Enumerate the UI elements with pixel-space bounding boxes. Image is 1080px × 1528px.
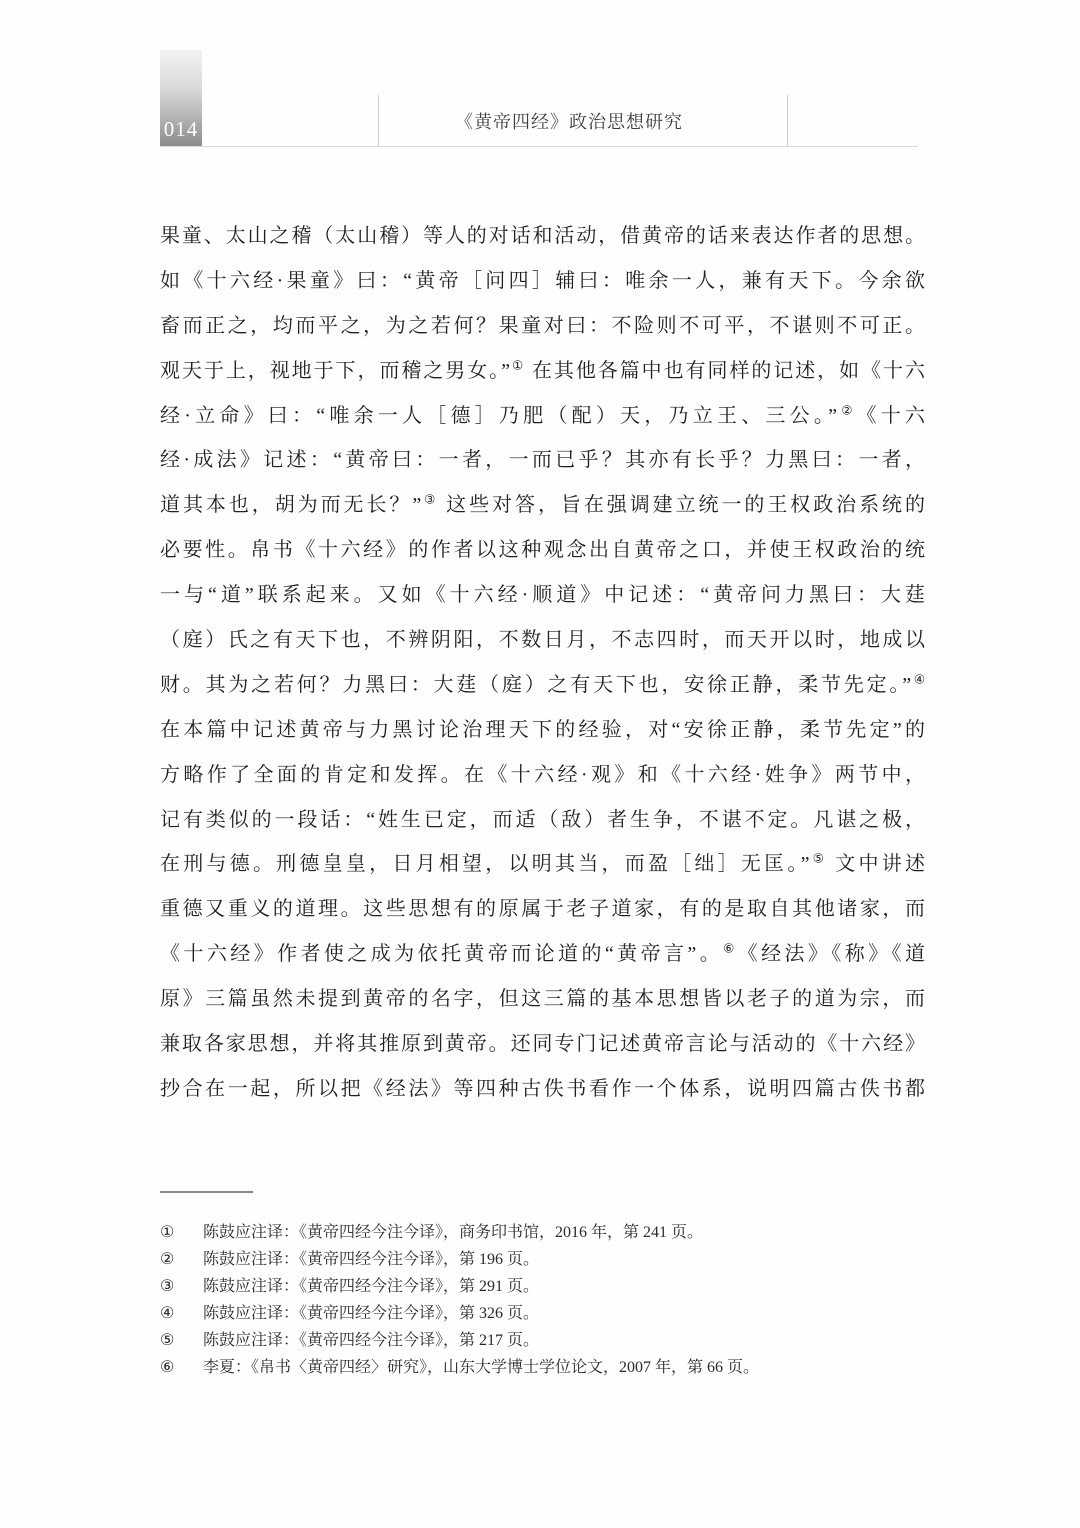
footnote-item	[160, 1354, 930, 1381]
footnote-marker: ⑥	[160, 1359, 175, 1376]
footnote-item	[160, 1246, 930, 1273]
body-line: 《十六经》作者使之成为依托黄帝而论道的“黄帝言”。⑥《经法》《称》《道	[160, 941, 925, 966]
footnote-text: 陈鼓应注译：《黄帝四经今注今译》，第 196 页。	[203, 1251, 540, 1268]
body-line: 兼取各家思想，并将其推原到黄帝。还同专门记述黄帝言论与活动的《十六经》	[160, 1033, 925, 1056]
footnote-separator	[160, 1191, 253, 1193]
body-line: 方略作了全面的肯定和发挥。在《十六经·观》和《十六经·姓争》两节中，	[160, 763, 925, 786]
footnote-marker: ②	[160, 1251, 175, 1268]
body-line: 道其本也，胡为而无长？”③ 这些对答，旨在强调建立统一的王权政治系统的	[160, 492, 925, 517]
body-text	[160, 214, 925, 1112]
body-line: 果童、太山之稽（太山稽）等人的对话和活动，借黄帝的话来表达作者的思想。	[160, 225, 925, 247]
body-line: 重德又重义的道理。这些思想有的原属于老子道家，有的是取自其他诸家，而	[160, 898, 925, 921]
body-line: 观天于上，视地于下，而稽之男女。”① 在其他各篇中也有同样的记述，如《十六	[160, 358, 925, 382]
running-title: 《黄帝四经》政治思想研究	[455, 111, 683, 132]
body-line: 必要性。帛书《十六经》的作者以这种观念出自黄帝之口，并使王权政治的统	[160, 539, 925, 562]
body-line: 如《十六经·果童》曰：“黄帝［问四］辅曰：唯余一人，兼有天下。今余欲	[160, 269, 925, 292]
footnote-marker: ①	[160, 1224, 175, 1241]
body-line: 经·立命》曰：“唯余一人［德］乃肥（配）天，乃立王、三公。”②《十六	[160, 402, 925, 427]
body-line: 一与“道”联系起来。又如《十六经·顺道》中记述：“黄帝问力黑曰：大莛	[160, 584, 925, 607]
footnote-text: 陈鼓应注译：《黄帝四经今注今译》，第 217 页。	[203, 1332, 540, 1349]
footnote-item	[160, 1219, 930, 1246]
body-line: （庭）氏之有天下也，不辨阴阳，不数日月，不志四时，而天开以时，地成以	[160, 629, 925, 652]
footnote-marker: ⑤	[160, 1332, 175, 1349]
header-rule	[160, 146, 918, 147]
footnote-list	[160, 1219, 930, 1381]
footnote-marker: ④	[160, 1305, 175, 1322]
body-line: 在刑与德。刑德皇皇，日月相望，以明其当，而盈［绌］无匡。”⑤ 文中讲述	[160, 851, 925, 876]
footnote-text: 陈鼓应注译：《黄帝四经今注今译》，第 291 页。	[203, 1278, 540, 1295]
footnote-item	[160, 1327, 930, 1354]
body-line: 原》三篇虽然未提到黄帝的名字，但这三篇的基本思想皆以老子的道为宗，而	[160, 988, 925, 1011]
footnote-text: 陈鼓应注译：《黄帝四经今注今译》，第 326 页。	[203, 1305, 540, 1322]
footnote-marker: ③	[160, 1278, 175, 1295]
footnote-item	[160, 1300, 930, 1327]
footnote-item	[160, 1273, 930, 1300]
body-line: 经·成法》记述：“黄帝曰：一者，一而已乎？其亦有长乎？力黑曰：一者，	[160, 449, 925, 472]
body-line: 在本篇中记述黄帝与力黑讨论治理天下的经验，对“安徐正静，柔节先定”的	[160, 718, 925, 741]
footnote-text: 李夏：《帛书〈黄帝四经〉研究》，山东大学博士学位论文，2007 年，第 66 页。	[203, 1359, 760, 1376]
page-number: 014	[163, 117, 199, 141]
body-line: 畜而正之，均而平之，为之若何？果童对曰：不险则不可平，不谌则不可正。	[160, 314, 925, 337]
body-line: 财。其为之若何？力黑曰：大莛（庭）之有天下也，安徐正静，柔节先定。”④	[160, 672, 925, 696]
footnote-text: 陈鼓应注译：《黄帝四经今注今译》，商务印书馆，2016 年，第 241 页。	[203, 1224, 704, 1241]
header-tick-right	[787, 95, 788, 146]
page-number-bar	[160, 50, 202, 147]
body-line: 抄合在一起，所以把《经法》等四种古佚书看作一个体系，说明四篇古佚书都	[160, 1077, 925, 1100]
body-line: 记有类似的一段话：“姓生已定，而适（敌）者生争，不谌不定。凡谌之极，	[160, 808, 925, 831]
